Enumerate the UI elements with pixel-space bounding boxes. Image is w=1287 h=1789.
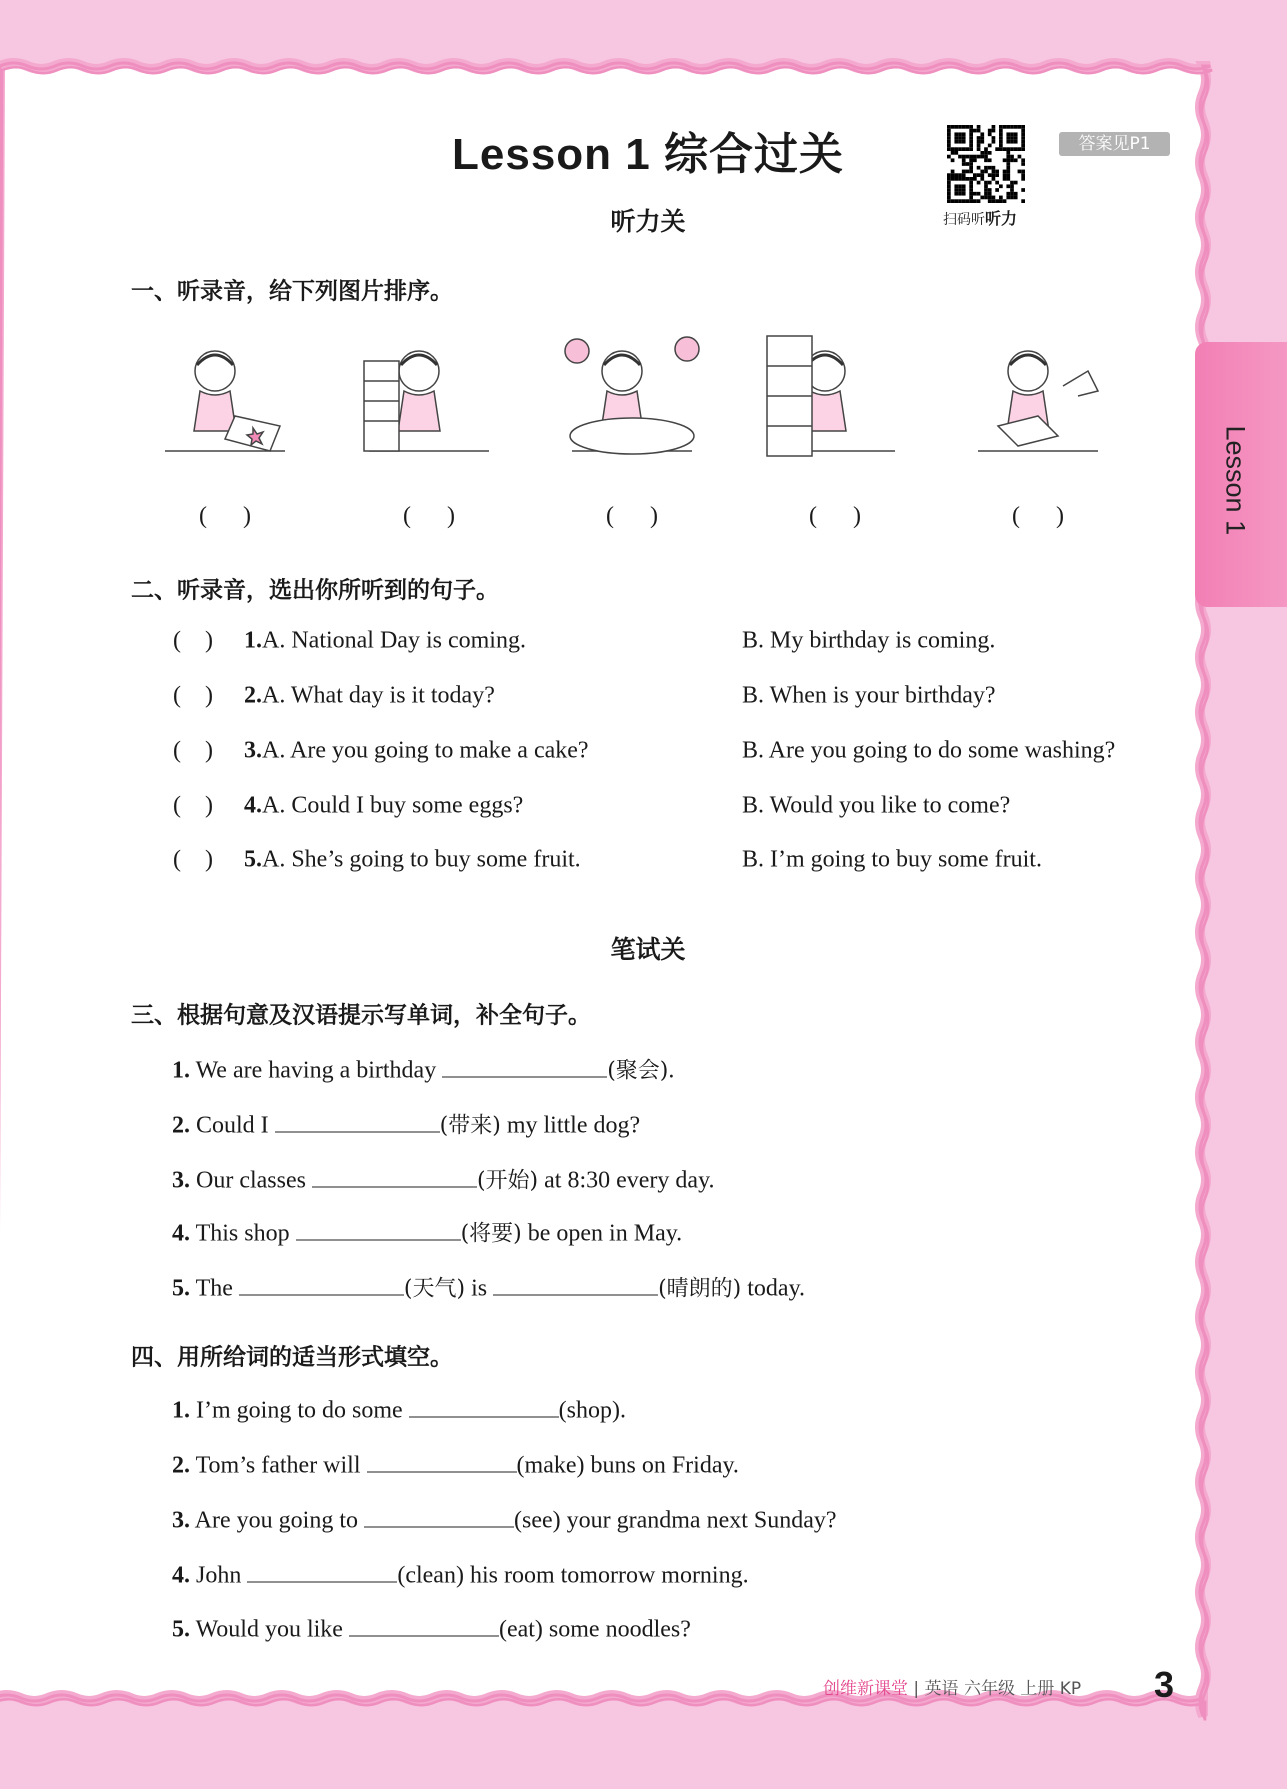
question-5 <box>172 1272 805 1303</box>
question-number: 5. <box>172 1616 190 1643</box>
question-2 <box>172 1109 640 1140</box>
sentence-text: (make) buns on Friday. <box>516 1452 739 1479</box>
chinese-hint: (开始) <box>476 1168 539 1194</box>
answer-badge: 答案见P1 <box>1059 132 1170 156</box>
question-number: 3. <box>172 1167 190 1194</box>
sentence-text: today. <box>741 1275 806 1302</box>
footer-book-info: 英语 六年级 上册 KP <box>924 1679 1082 1699</box>
question-number: 1. <box>172 1057 190 1084</box>
question-2 <box>172 1451 739 1480</box>
answer-paren[interactable]: ( ) <box>173 846 213 873</box>
answer-paren[interactable]: ( ) <box>199 503 251 529</box>
picture-birthday-party <box>562 331 702 469</box>
sentence-text: John <box>190 1562 248 1589</box>
chinese-hint: (晴朗的) <box>658 1276 742 1302</box>
answer-blank[interactable] <box>296 1219 461 1241</box>
question-1 <box>172 1396 626 1425</box>
sentence-text: Would you like <box>190 1616 349 1643</box>
option-a-text: A. She’s going to buy some fruit. <box>262 846 581 873</box>
sentence-text: Tom’s father will <box>190 1452 367 1479</box>
question-number: 2. <box>244 682 262 709</box>
question-3 <box>172 1506 837 1535</box>
sentence-text: Are you going to <box>190 1507 364 1534</box>
question-5 <box>172 1615 691 1644</box>
sentence-text: at 8:30 every day. <box>538 1167 715 1194</box>
option-a[interactable] <box>244 683 495 710</box>
answer-blank[interactable] <box>312 1166 477 1188</box>
sentence-text: my little dog? <box>500 1112 641 1139</box>
answer-paren[interactable]: ( ) <box>173 627 213 654</box>
picture-woman-shopping-cart <box>765 331 905 469</box>
sentence-text: (clean) his room tomorrow morning. <box>397 1562 749 1589</box>
question-number: 4. <box>244 792 262 819</box>
question-4 <box>172 1561 749 1590</box>
answer-paren[interactable]: ( ) <box>809 503 861 529</box>
qr-caption-bold: 听力 <box>985 209 1018 228</box>
sentence-text: This shop <box>190 1220 296 1247</box>
answer-blank[interactable] <box>367 1451 517 1473</box>
option-a[interactable] <box>244 793 523 820</box>
picture-boy-reading-lamp <box>968 331 1108 469</box>
sentence-text: is <box>465 1275 494 1302</box>
sentence-text: The <box>190 1275 239 1302</box>
sentence-text: (shop). <box>558 1397 626 1424</box>
picture-boy-making-card <box>155 331 295 469</box>
qr-code-icon[interactable] <box>947 125 1025 203</box>
chinese-hint: (将要) <box>460 1221 522 1247</box>
section1-heading: 一、听录音，给下列图片排序。 <box>131 278 453 305</box>
option-b[interactable]: B. Are you going to do some washing? <box>742 737 1116 764</box>
picture-girl-cleaning-cabinet <box>359 331 499 469</box>
answer-paren[interactable]: ( ) <box>606 503 658 529</box>
listening-heading: 听力关 <box>610 207 686 236</box>
option-a-text: A. What day is it today? <box>262 682 495 709</box>
sentence-text: I’m going to do some <box>190 1397 409 1424</box>
qr-caption-text: 扫码听 <box>943 212 985 228</box>
answer-paren[interactable]: ( ) <box>173 682 213 709</box>
sentence-text: be open in May. <box>521 1220 683 1247</box>
question-number: 3. <box>172 1507 190 1534</box>
sentence-text: Could I <box>190 1112 275 1139</box>
footer-info <box>823 1674 1081 1699</box>
option-b[interactable]: B. Would you like to come? <box>742 792 1011 819</box>
sentence-text: Our classes <box>190 1167 312 1194</box>
section4-heading: 四、用所给词的适当形式填空。 <box>131 1344 453 1371</box>
sentence-text: (eat) some noodles? <box>498 1616 691 1643</box>
answer-blank[interactable] <box>493 1274 658 1296</box>
question-number: 4. <box>172 1220 190 1247</box>
question-number: 2. <box>172 1112 190 1139</box>
question-number: 1. <box>244 627 262 654</box>
sentence-text: We are having a birthday <box>190 1057 443 1084</box>
answer-paren[interactable]: ( ) <box>173 792 213 819</box>
chinese-hint: (带来) <box>439 1113 501 1139</box>
option-a-text: A. Are you going to make a cake? <box>262 737 589 764</box>
option-a[interactable] <box>244 738 589 765</box>
footer-separator: | <box>913 1679 920 1699</box>
option-b[interactable]: B. I’m going to buy some fruit. <box>742 846 1042 873</box>
chinese-hint: (聚会) <box>607 1058 669 1084</box>
page-title: Lesson 1 综合过关 <box>452 130 844 179</box>
answer-blank[interactable] <box>247 1561 397 1583</box>
option-a[interactable] <box>244 847 581 874</box>
question-number: 5. <box>244 846 262 873</box>
question-number: 1. <box>172 1397 190 1424</box>
question-number: 3. <box>244 737 262 764</box>
answer-blank[interactable] <box>275 1111 440 1133</box>
section3-heading: 三、根据句意及汉语提示写单词，补全句子。 <box>131 1002 591 1029</box>
answer-paren[interactable]: ( ) <box>1012 503 1064 529</box>
page-number: 3 <box>1154 1664 1175 1705</box>
sentence-text: . <box>668 1057 675 1084</box>
question-3 <box>172 1164 715 1195</box>
question-number: 4. <box>172 1562 190 1589</box>
answer-blank[interactable] <box>442 1056 607 1078</box>
chinese-hint: (天气) <box>403 1276 466 1302</box>
answer-blank[interactable] <box>364 1506 514 1528</box>
footer-brand: 创维新课堂 <box>823 1679 908 1699</box>
option-a-text: A. National Day is coming. <box>262 627 526 654</box>
qr-caption <box>943 206 1017 229</box>
question-1 <box>172 1054 674 1085</box>
side-tab-label: Lesson 1 <box>1220 425 1251 536</box>
answer-paren[interactable]: ( ) <box>173 737 213 764</box>
question-number: 2. <box>172 1452 190 1479</box>
answer-blank[interactable] <box>239 1274 404 1296</box>
option-b[interactable]: B. My birthday is coming. <box>742 627 996 654</box>
sentence-text: (see) your grandma next Sunday? <box>514 1507 837 1534</box>
section2-heading: 二、听录音，选出你所听到的句子。 <box>131 577 499 604</box>
answer-blank[interactable] <box>409 1396 559 1418</box>
question-number: 5. <box>172 1275 190 1302</box>
answer-blank[interactable] <box>349 1615 499 1637</box>
option-a[interactable] <box>244 628 526 655</box>
question-4 <box>172 1217 682 1248</box>
writing-heading: 笔试关 <box>610 935 686 964</box>
answer-paren[interactable]: ( ) <box>403 503 455 529</box>
option-a-text: A. Could I buy some eggs? <box>262 792 524 819</box>
option-b[interactable]: B. When is your birthday? <box>742 682 996 709</box>
